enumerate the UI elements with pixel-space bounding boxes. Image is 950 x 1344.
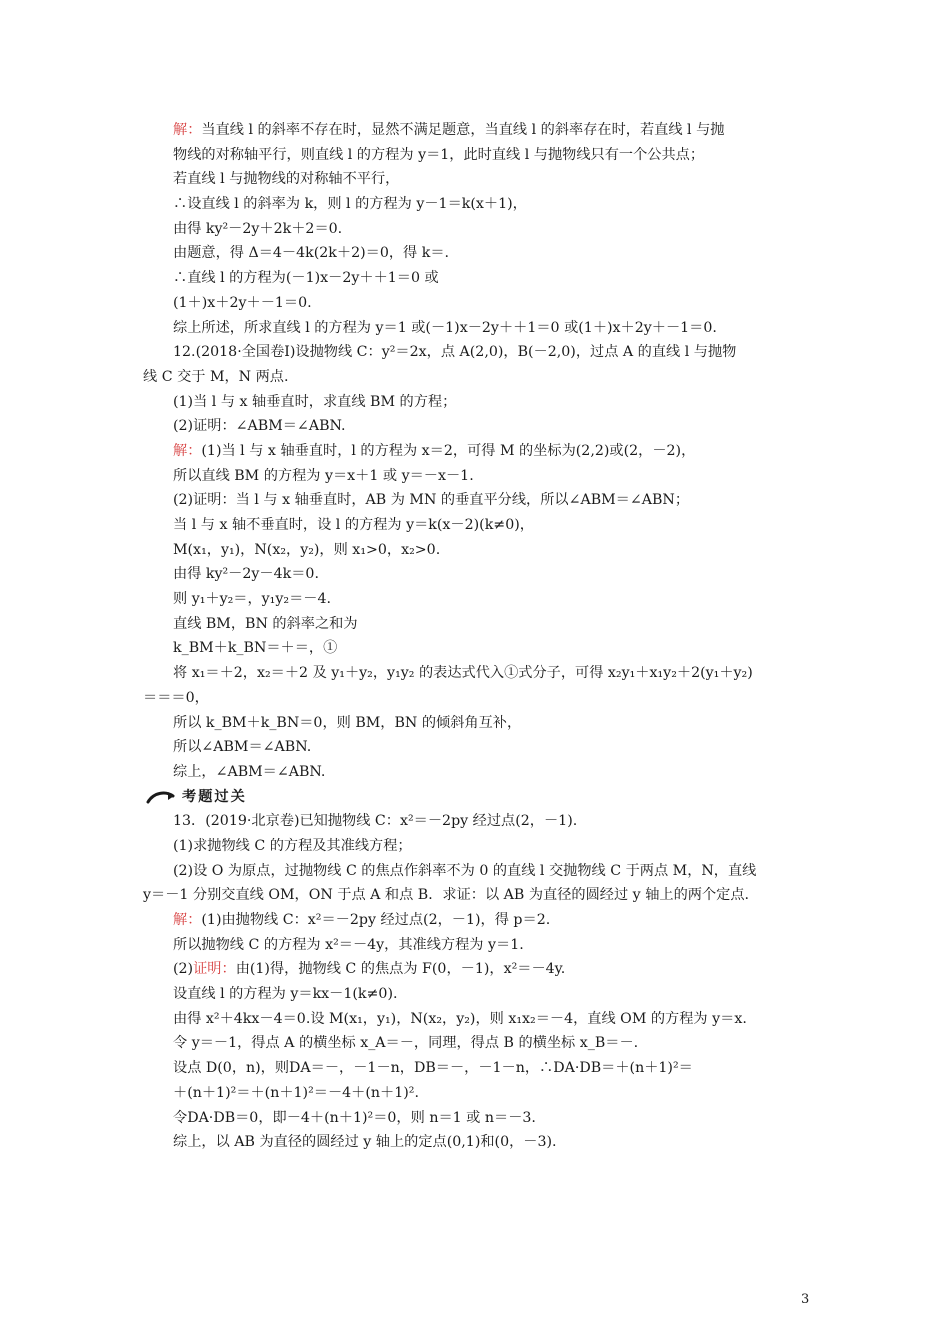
section-heading-label: 考题过关 [182,788,247,805]
text-line [143,217,808,242]
arrow-icon [146,790,176,804]
text-line [143,488,808,513]
text-line [143,1056,808,1081]
line-text: ＋(n＋1)²＝＋(n＋1)²＝－4＋(n＋1)². [173,1084,419,1101]
line-text: 将 x₁＝＋2，x₂＝＋2 及 y₁＋y₂，y₁y₂ 的表达式代入①式分子，可得 x₂y₁＋x₁y₂＋2(y₁＋y₂) [173,665,753,682]
page-content [143,118,808,1155]
line-text: 直线 BM，BN 的斜率之和为 [173,615,358,632]
solution-label: 解： [173,122,202,138]
line-text: (2)设 O 为原点，过抛物线 C 的焦点作斜率不为 0 的直线 l 交抛物线 C 于两点 M，N，直线 [173,862,757,879]
text-line [143,612,808,637]
text-line [143,661,808,686]
line-text: M(x₁，y₁)，N(x₂，y₂)，则 x₁>0，x₂>0. [173,541,441,558]
line-text: 综上，以 AB 为直径的圆经过 y 轴上的定点(0,1)和(0，－3). [173,1134,557,1151]
line-text: 13．(2019·北京卷)已知抛物线 C：x²＝－2py 经过点(2，－1). [173,813,578,830]
text-line [143,711,808,736]
text-line [143,538,808,563]
text-line [143,957,808,982]
line-text: 物线的对称轴平行，则直线 l 的方程为 y＝1，此时直线 l 与抛物线只有一个公共点； [173,146,705,163]
line-text: 若直线 l 与抛物线的对称轴不平行， [173,171,400,188]
text-line [143,439,808,464]
line-text: 由(1)得，抛物线 C 的焦点为 F(0，－1)，x²＝－4y. [235,961,566,978]
line-text: (2)证明：当 l 与 x 轴垂直时，AB 为 MN 的垂直平分线，所以∠ABM＝∠ABN； [173,492,690,509]
line-text: (1＋)x＋2y＋－1＝0. [173,294,312,311]
line-text: 所以抛物线 C 的方程为 x²＝－4y，其准线方程为 y＝1. [173,936,524,953]
text-line [143,933,808,958]
line-text: 当直线 l 的斜率不存在时，显然不满足题意，当直线 l 的斜率存在时，若直线 l 与抛 [201,122,725,138]
line-text: 当 l 与 x 轴不垂直时，设 l 的方程为 y＝k(x－2)(k≠0)， [173,517,534,533]
line-text: 所以∠ABM＝∠ABN. [173,739,312,756]
text-line [143,414,808,439]
line-text: (2)证明：∠ABM＝∠ABN. [173,418,346,435]
text-line [143,587,808,612]
line-text: 令 y＝－1，得点 A 的横坐标 x_A＝－，同理，得点 B 的横坐标 x_B＝－. [173,1035,639,1052]
text-line [143,735,808,760]
text-line [143,1007,808,1032]
solution-label: 解： [173,442,202,459]
text-line [143,809,808,834]
text-line [143,266,808,291]
text-line [143,859,808,884]
text-line [143,1130,808,1155]
line-text: k_BM＋k_BN＝＋＝，① [173,640,338,657]
text-line [143,513,808,538]
text-line [143,1106,808,1131]
solution-label: 证明： [193,961,236,978]
text-line [143,241,808,266]
line-prefix: (2) [173,961,194,978]
line-text: 令DA·DB＝0，即－4＋(n＋1)²＝0，则 n＝1 或 n＝－3. [173,1109,536,1126]
text-line [143,562,808,587]
line-text: (1)当 l 与 x 轴垂直时，l 的方程为 x＝2，可得 M 的坐标为(2,2)或(2，－2)， [201,442,696,459]
text-line [143,167,808,192]
text-line [143,760,808,785]
text-line [143,686,808,711]
text-line [143,834,808,859]
line-text: 综上，∠ABM＝∠ABN. [173,763,326,780]
line-text: 则 y₁＋y₂＝，y₁y₂＝－4. [173,591,331,608]
line-text: 由得 ky²－2y＋2k＋2＝0. [173,220,343,237]
line-text: 12.(2018·全国卷Ⅰ)设抛物线 C：y²＝2x，点 A(2,0)，B(－2,0)，过点 A 的直线 l 与抛物 [173,344,737,361]
line-text: (1)由抛物线 C：x²＝－2py 经过点(2，－1)，得 p＝2. [201,912,551,928]
text-line [143,340,808,365]
line-text: 设点 D(0，n)，则DA＝－，－1－n，DB＝－，－1－n，∴DA·DB＝＋(n＋1)²＝ [173,1060,693,1077]
line-text: (1)求抛物线 C 的方程及其准线方程； [173,837,412,854]
line-text: y＝－1 分别交直线 OM，ON 于点 A 和点 B．求证：以 AB 为直径的圆经过 y 轴上的两个定点. [143,887,750,904]
line-text: 所以直线 BM 的方程为 y＝x＋1 或 y＝－x－1. [173,467,474,484]
text-line [143,1081,808,1106]
text-line [143,636,808,661]
line-text: 综上所述，所求直线 l 的方程为 y＝1 或(－1)x－2y＋＋1＝0 或(1＋)x＋2y＋－1＝0. [173,319,717,336]
text-line [143,291,808,316]
solution-label: 解： [173,912,202,928]
text-line [143,390,808,415]
line-text: 设直线 l 的方程为 y＝kx－1(k≠0). [173,986,398,1003]
text-line [143,982,808,1007]
line-text: 线 C 交于 M，N 两点. [143,368,289,385]
line-text: ∴设直线 l 的斜率为 k，则 l 的方程为 y－1＝k(x＋1)， [173,196,527,213]
line-text: 由得 x²＋4kx－4＝0.设 M(x₁，y₁)，N(x₂，y₂)，则 x₁x₂＝－4，直线 OM 的方程为 y＝x. [173,1010,747,1027]
text-line [143,143,808,168]
text-line [143,192,808,217]
text-line [143,1031,808,1056]
text-line [143,464,808,489]
text-line [143,883,808,908]
text-line [143,316,808,341]
section-heading [143,785,808,810]
line-text: 由得 ky²－2y－4k＝0. [173,566,319,583]
text-line [143,365,808,390]
text-line [143,908,808,933]
line-text: (1)当 l 与 x 轴垂直时，求直线 BM 的方程； [173,393,457,410]
line-text: 所以 k_BM＋k_BN＝0，则 BM，BN 的倾斜角互补， [173,714,522,731]
page-number: 3 [801,1292,810,1307]
line-text: ＝＝＝0， [143,689,209,706]
line-text: ∴直线 l 的方程为(－1)x－2y＋＋1＝0 或 [173,270,439,287]
line-text: 由题意，得 Δ＝4－4k(2k＋2)＝0，得 k＝. [173,245,450,262]
text-line [143,118,808,143]
